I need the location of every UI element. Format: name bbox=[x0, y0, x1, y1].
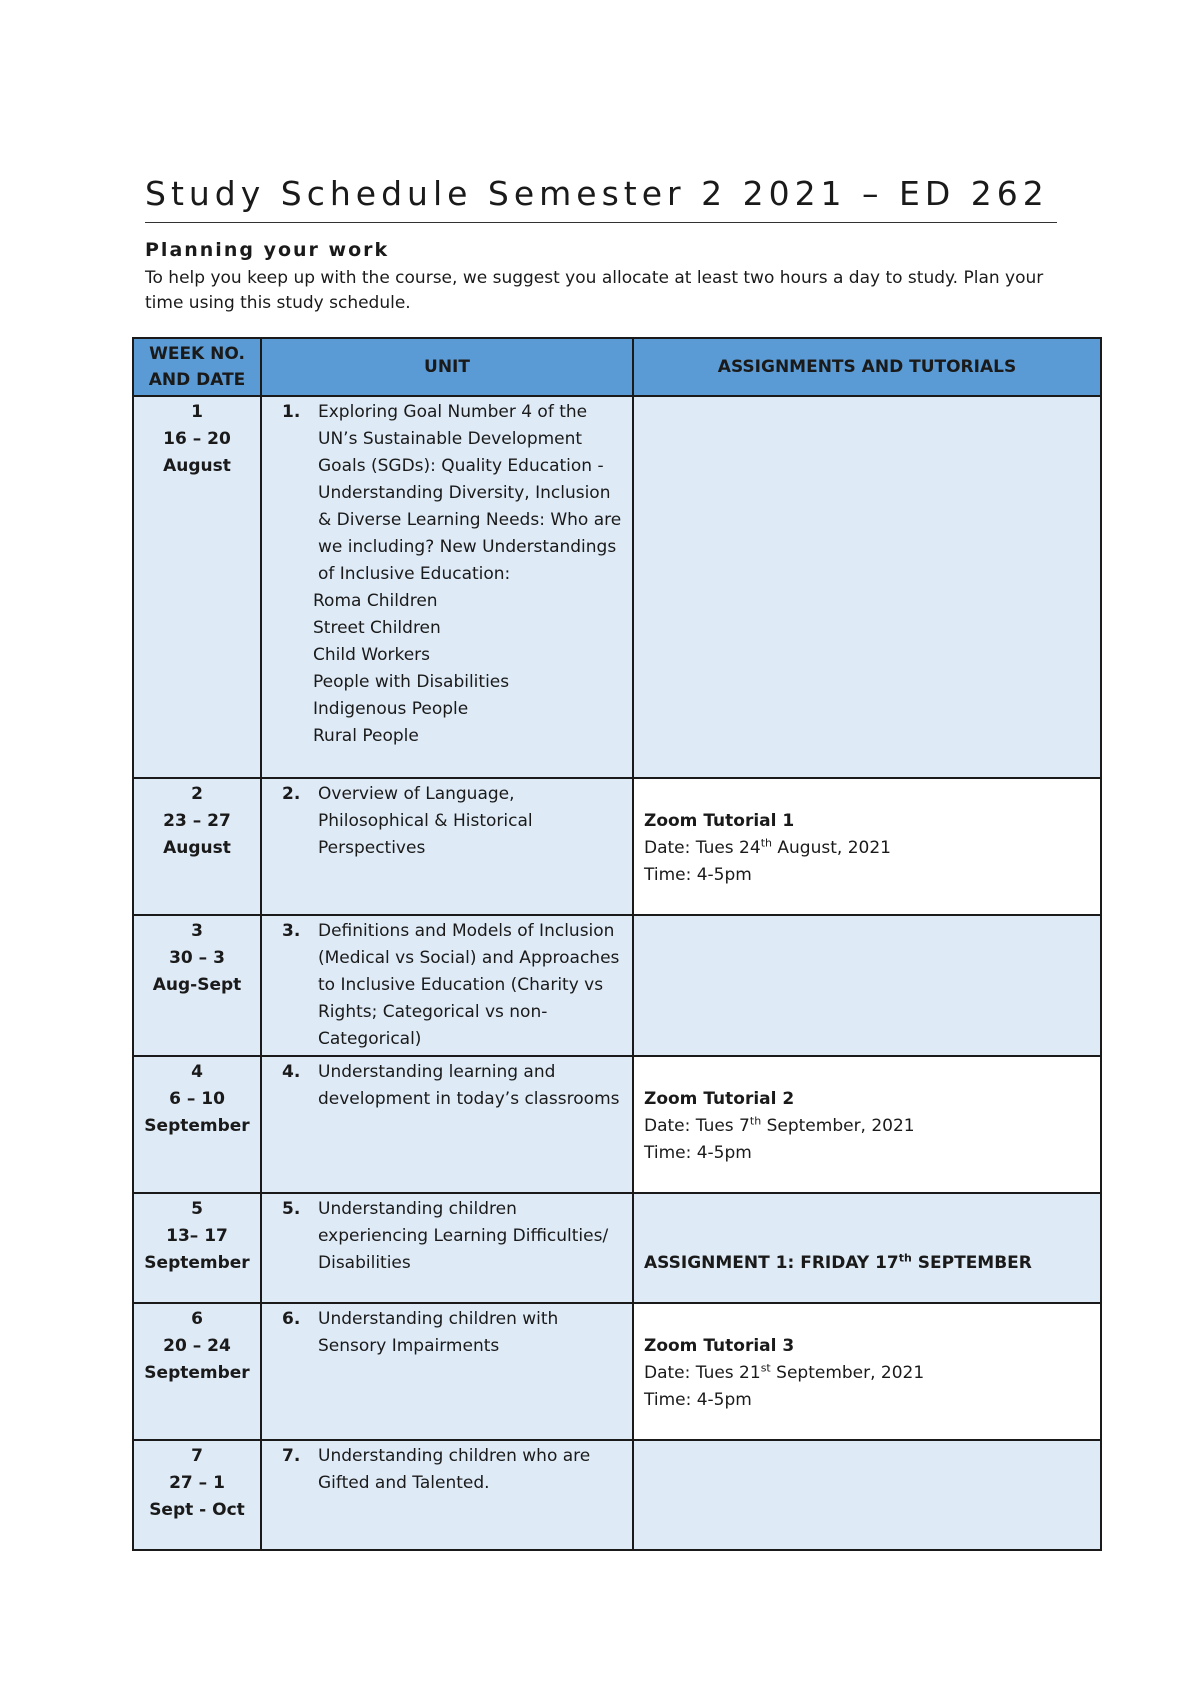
unit-cell bbox=[261, 1056, 633, 1193]
table-row bbox=[133, 396, 1101, 778]
unit-title: Definitions and Models of Inclusion (Medical vs Social) and Approaches to Inclusive Education (Charity vs Rights; Categorical vs non-Categorical) bbox=[318, 921, 620, 1049]
unit-number: 6. bbox=[282, 1309, 301, 1329]
week-cell bbox=[133, 915, 261, 1056]
week-cell bbox=[133, 1440, 261, 1550]
week-cell bbox=[133, 1193, 261, 1303]
unit-title: Understanding learning and development in today’s classrooms bbox=[318, 1062, 620, 1109]
table-row bbox=[133, 1193, 1101, 1303]
week-cell bbox=[133, 778, 261, 915]
week-number: 6 bbox=[191, 1309, 203, 1329]
unit-title: Understanding children experiencing Learning Difficulties/ Disabilities bbox=[318, 1199, 609, 1273]
unit-number: 3. bbox=[282, 921, 301, 941]
unit-number: 5. bbox=[282, 1199, 301, 1219]
table-row bbox=[133, 1303, 1101, 1440]
list-item: Child Workers bbox=[313, 645, 431, 665]
assignment-cell bbox=[633, 915, 1101, 1056]
table-row bbox=[133, 1056, 1101, 1193]
week-month: August bbox=[163, 838, 231, 858]
week-dates: 6 – 10 bbox=[169, 1089, 225, 1109]
unit-title: Exploring Goal Number 4 of the UN’s Sustainable Development Goals (SGDs): Quality Education - Understanding Diversity, Inclusion & Diverse Learning Needs: Who are we including? New Understandings of Inclusive Education: bbox=[318, 402, 622, 584]
tutorial-title: Zoom Tutorial 2 bbox=[644, 1089, 795, 1109]
week-number: 5 bbox=[191, 1199, 203, 1219]
unit-sublist bbox=[282, 588, 624, 750]
unit-cell bbox=[261, 778, 633, 915]
unit-number: 7. bbox=[282, 1446, 301, 1466]
tutorial-title: Zoom Tutorial 1 bbox=[644, 811, 795, 831]
week-dates: 23 – 27 bbox=[163, 811, 231, 831]
tutorial-time: Time: 4-5pm bbox=[644, 1143, 752, 1163]
week-month: September bbox=[144, 1253, 250, 1273]
week-dates: 27 – 1 bbox=[169, 1473, 225, 1493]
assignment-cell bbox=[633, 396, 1101, 778]
week-month: September bbox=[144, 1116, 250, 1136]
tutorial-date: Date: Tues 21st September, 2021 bbox=[644, 1361, 925, 1383]
study-schedule-table bbox=[132, 337, 1102, 1551]
header-assignments: ASSIGNMENTS AND TUTORIALS bbox=[633, 338, 1101, 396]
week-month: September bbox=[144, 1363, 250, 1383]
assignment-cell bbox=[633, 1303, 1101, 1440]
tutorial-time: Time: 4-5pm bbox=[644, 1390, 752, 1410]
assignment-cell bbox=[633, 1440, 1101, 1550]
week-month: Sept - Oct bbox=[149, 1500, 245, 1520]
unit-number: 4. bbox=[282, 1062, 301, 1082]
assignment-cell bbox=[633, 1193, 1101, 1303]
table-row bbox=[133, 778, 1101, 915]
unit-cell bbox=[261, 1193, 633, 1303]
week-cell bbox=[133, 1303, 261, 1440]
unit-number: 1. bbox=[282, 402, 301, 422]
list-item: Roma Children bbox=[313, 591, 438, 611]
table-row bbox=[133, 915, 1101, 1056]
tutorial-time: Time: 4-5pm bbox=[644, 865, 752, 885]
unit-cell bbox=[261, 396, 633, 778]
list-item: Indigenous People bbox=[313, 699, 469, 719]
unit-number: 2. bbox=[282, 784, 301, 804]
unit-cell bbox=[261, 1440, 633, 1550]
unit-cell bbox=[261, 1303, 633, 1440]
header-week bbox=[133, 338, 261, 396]
list-item: Street Children bbox=[313, 618, 441, 638]
table-row bbox=[133, 1440, 1101, 1550]
week-month: August bbox=[163, 456, 231, 476]
week-number: 4 bbox=[191, 1062, 203, 1082]
header-unit: UNIT bbox=[261, 338, 633, 396]
table-header-row bbox=[133, 338, 1101, 396]
week-month: Aug-Sept bbox=[152, 975, 242, 995]
tutorial-date: Date: Tues 24th August, 2021 bbox=[644, 836, 891, 858]
unit-title: Understanding children who are Gifted and Talented. bbox=[318, 1446, 591, 1493]
assignment-cell bbox=[633, 778, 1101, 915]
week-dates: 20 – 24 bbox=[163, 1336, 231, 1356]
week-number: 7 bbox=[191, 1446, 203, 1466]
list-item: Rural People bbox=[313, 726, 419, 746]
list-item: People with Disabilities bbox=[313, 672, 510, 692]
week-dates: 30 – 3 bbox=[169, 948, 225, 968]
section-heading: Planning your work bbox=[145, 239, 390, 261]
unit-title: Overview of Language, Philosophical & Historical Perspectives bbox=[318, 784, 533, 858]
unit-title: Understanding children with Sensory Impairments bbox=[318, 1309, 559, 1356]
week-dates: 16 – 20 bbox=[163, 429, 231, 449]
intro-paragraph: To help you keep up with the course, we suggest you allocate at least two hours a day to study. Plan your time using this study schedule. bbox=[145, 268, 1044, 313]
week-cell bbox=[133, 396, 261, 778]
page-title: Study Schedule Semester 2 2021 – ED 262 bbox=[145, 170, 1057, 223]
header-week-line1: WEEK NO. bbox=[149, 344, 245, 364]
header-week-line2: AND DATE bbox=[148, 370, 246, 390]
tutorial-date: Date: Tues 7th September, 2021 bbox=[644, 1114, 915, 1136]
unit-cell bbox=[261, 915, 633, 1056]
assignment-due: ASSIGNMENT 1: FRIDAY 17th SEPTEMBER bbox=[644, 1251, 1032, 1273]
week-number: 1 bbox=[191, 402, 203, 422]
week-number: 2 bbox=[191, 784, 203, 804]
week-dates: 13– 17 bbox=[166, 1226, 228, 1246]
week-number: 3 bbox=[191, 921, 203, 941]
tutorial-title: Zoom Tutorial 3 bbox=[644, 1336, 795, 1356]
week-cell bbox=[133, 1056, 261, 1193]
assignment-cell bbox=[633, 1056, 1101, 1193]
